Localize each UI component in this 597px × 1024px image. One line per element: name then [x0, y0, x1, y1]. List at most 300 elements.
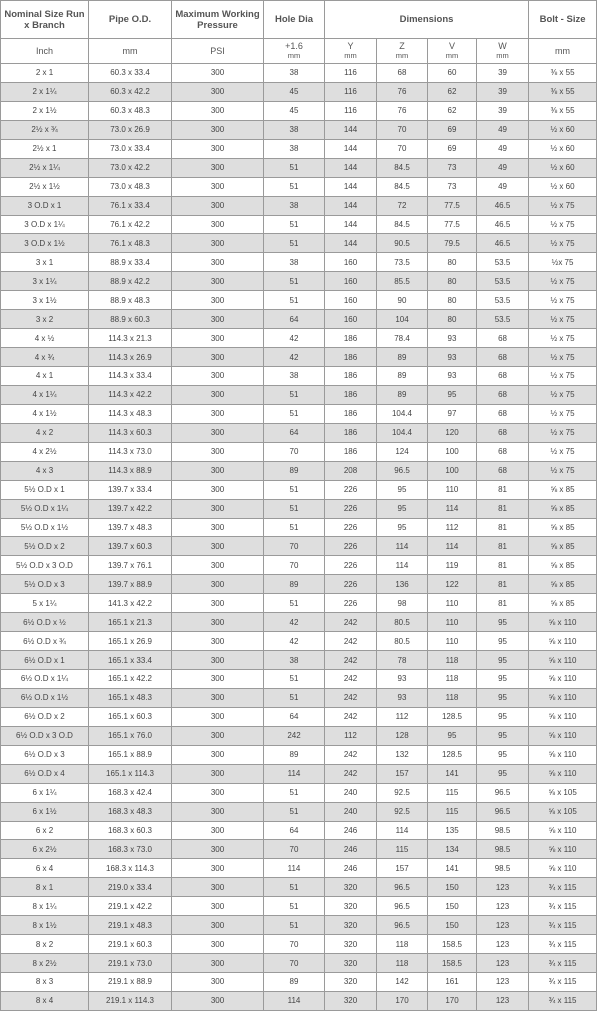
table-row — [1, 253, 597, 272]
cell-hole-dia: 70 — [264, 935, 325, 954]
cell-dim-z: 90 — [377, 291, 428, 310]
table-row — [1, 632, 597, 651]
cell-bolt-size: ½ x 75 — [529, 404, 597, 423]
cell-dim-y: 320 — [325, 897, 377, 916]
cell-dim-y: 160 — [325, 310, 377, 329]
table-row — [1, 385, 597, 404]
cell-dim-v: 80 — [428, 291, 477, 310]
cell-dim-v: 93 — [428, 367, 477, 386]
cell-bolt-size: ½ x 75 — [529, 234, 597, 253]
cell-hole-dia: 51 — [264, 670, 325, 689]
cell-dim-y: 242 — [325, 613, 377, 632]
cell-nominal-size: 2 x 1½ — [1, 101, 89, 120]
cell-max-pressure: 300 — [172, 120, 264, 139]
cell-pipe-od: 165.1 x 114.3 — [89, 764, 172, 783]
cell-pipe-od: 168.3 x 60.3 — [89, 821, 172, 840]
cell-dim-z: 80.5 — [377, 613, 428, 632]
cell-pipe-od: 219.1 x 48.3 — [89, 916, 172, 935]
cell-dim-z: 114 — [377, 537, 428, 556]
header-max-pressure: Maximum Working Pressure — [172, 1, 264, 39]
cell-bolt-size: ½ x 60 — [529, 120, 597, 139]
cell-dim-w: 81 — [477, 556, 529, 575]
cell-dim-w: 98.5 — [477, 840, 529, 859]
cell-max-pressure: 300 — [172, 101, 264, 120]
cell-hole-dia: 51 — [264, 688, 325, 707]
cell-hole-dia: 51 — [264, 783, 325, 802]
cell-max-pressure: 300 — [172, 139, 264, 158]
cell-dim-z: 96.5 — [377, 916, 428, 935]
cell-bolt-size: ⅝ x 110 — [529, 726, 597, 745]
cell-pipe-od: 60.3 x 48.3 — [89, 101, 172, 120]
unit-v-label: V — [448, 41, 455, 51]
cell-bolt-size: ¾ x 115 — [529, 954, 597, 973]
cell-max-pressure: 300 — [172, 64, 264, 83]
cell-dim-y: 226 — [325, 537, 377, 556]
cell-dim-z: 96.5 — [377, 461, 428, 480]
cell-nominal-size: 5½ O.D x 1½ — [1, 518, 89, 537]
cell-dim-z: 104 — [377, 310, 428, 329]
cell-dim-y: 246 — [325, 821, 377, 840]
cell-dim-w: 39 — [477, 101, 529, 120]
cell-dim-z: 170 — [377, 991, 428, 1010]
cell-dim-y: 242 — [325, 632, 377, 651]
cell-hole-dia: 70 — [264, 537, 325, 556]
table-row — [1, 423, 597, 442]
cell-pipe-od: 73.0 x 42.2 — [89, 158, 172, 177]
unit-y-label: Y — [347, 41, 354, 51]
cell-pipe-od: 219.0 x 33.4 — [89, 878, 172, 897]
cell-dim-y: 226 — [325, 480, 377, 499]
unit-v — [428, 39, 477, 64]
cell-hole-dia: 51 — [264, 404, 325, 423]
cell-nominal-size: 2 x 1 — [1, 64, 89, 83]
cell-max-pressure: 300 — [172, 726, 264, 745]
unit-w — [477, 39, 529, 64]
cell-dim-w: 95 — [477, 670, 529, 689]
cell-max-pressure: 300 — [172, 764, 264, 783]
cell-dim-v: 69 — [428, 139, 477, 158]
cell-pipe-od: 165.1 x 33.4 — [89, 651, 172, 670]
table-row — [1, 802, 597, 821]
cell-pipe-od: 165.1 x 60.3 — [89, 707, 172, 726]
cell-hole-dia: 42 — [264, 613, 325, 632]
cell-bolt-size: ½ x 75 — [529, 272, 597, 291]
cell-dim-v: 97 — [428, 404, 477, 423]
unit-pipe-od: mm — [89, 39, 172, 64]
cell-pipe-od: 139.7 x 76.1 — [89, 556, 172, 575]
cell-max-pressure: 300 — [172, 973, 264, 992]
cell-dim-w: 123 — [477, 916, 529, 935]
cell-dim-w: 95 — [477, 632, 529, 651]
cell-nominal-size: 4 x ¾ — [1, 348, 89, 367]
table-row — [1, 480, 597, 499]
cell-max-pressure: 300 — [172, 575, 264, 594]
cell-dim-y: 320 — [325, 916, 377, 935]
cell-dim-y: 320 — [325, 991, 377, 1010]
table-row — [1, 707, 597, 726]
cell-pipe-od: 114.3 x 60.3 — [89, 423, 172, 442]
cell-hole-dia: 89 — [264, 973, 325, 992]
cell-dim-z: 85.5 — [377, 272, 428, 291]
cell-dim-z: 114 — [377, 821, 428, 840]
cell-dim-y: 320 — [325, 935, 377, 954]
cell-dim-z: 92.5 — [377, 802, 428, 821]
unit-z-mm: mm — [395, 51, 409, 60]
table-row — [1, 651, 597, 670]
cell-dim-w: 68 — [477, 461, 529, 480]
cell-dim-w: 68 — [477, 348, 529, 367]
cell-hole-dia: 45 — [264, 101, 325, 120]
cell-dim-y: 242 — [325, 688, 377, 707]
table-row — [1, 82, 597, 101]
cell-dim-w: 68 — [477, 385, 529, 404]
cell-hole-dia: 42 — [264, 632, 325, 651]
cell-dim-y: 186 — [325, 385, 377, 404]
table-row — [1, 726, 597, 745]
cell-hole-dia: 51 — [264, 272, 325, 291]
cell-hole-dia: 51 — [264, 158, 325, 177]
cell-dim-w: 39 — [477, 82, 529, 101]
cell-pipe-od: 168.3 x 114.3 — [89, 859, 172, 878]
cell-hole-dia: 114 — [264, 859, 325, 878]
cell-hole-dia: 242 — [264, 726, 325, 745]
cell-dim-v: 141 — [428, 764, 477, 783]
cell-hole-dia: 38 — [264, 651, 325, 670]
cell-nominal-size: 2½ x 1 — [1, 139, 89, 158]
cell-max-pressure: 300 — [172, 613, 264, 632]
cell-dim-y: 144 — [325, 234, 377, 253]
cell-bolt-size: ½ x 75 — [529, 310, 597, 329]
cell-bolt-size: ⅝ x 85 — [529, 499, 597, 518]
cell-hole-dia: 70 — [264, 442, 325, 461]
cell-dim-w: 53.5 — [477, 253, 529, 272]
table-row — [1, 973, 597, 992]
cell-nominal-size: 4 x 1¼ — [1, 385, 89, 404]
cell-dim-v: 110 — [428, 632, 477, 651]
cell-hole-dia: 89 — [264, 575, 325, 594]
cell-bolt-size: ½ x 75 — [529, 329, 597, 348]
cell-bolt-size: ⅜ x 55 — [529, 101, 597, 120]
cell-max-pressure: 300 — [172, 897, 264, 916]
cell-hole-dia: 89 — [264, 461, 325, 480]
cell-dim-z: 84.5 — [377, 215, 428, 234]
cell-dim-v: 161 — [428, 973, 477, 992]
cell-dim-v: 95 — [428, 385, 477, 404]
cell-nominal-size: 6½ O.D x ½ — [1, 613, 89, 632]
cell-max-pressure: 300 — [172, 707, 264, 726]
header-dimensions: Dimensions — [325, 1, 529, 39]
cell-hole-dia: 51 — [264, 291, 325, 310]
cell-dim-v: 60 — [428, 64, 477, 83]
cell-dim-y: 186 — [325, 442, 377, 461]
cell-bolt-size: ⅝ x 105 — [529, 783, 597, 802]
cell-dim-z: 96.5 — [377, 878, 428, 897]
unit-hole-dia — [264, 39, 325, 64]
table-row — [1, 139, 597, 158]
cell-dim-z: 78 — [377, 651, 428, 670]
cell-dim-v: 73 — [428, 177, 477, 196]
table-body — [1, 64, 597, 1011]
cell-pipe-od: 139.7 x 48.3 — [89, 518, 172, 537]
cell-nominal-size: 5½ O.D x 2 — [1, 537, 89, 556]
cell-pipe-od: 88.9 x 60.3 — [89, 310, 172, 329]
cell-dim-y: 144 — [325, 177, 377, 196]
cell-hole-dia: 70 — [264, 840, 325, 859]
cell-dim-z: 76 — [377, 101, 428, 120]
cell-nominal-size: 3 O.D x 1 — [1, 196, 89, 215]
cell-dim-v: 100 — [428, 461, 477, 480]
cell-nominal-size: 8 x 1 — [1, 878, 89, 897]
cell-max-pressure: 300 — [172, 348, 264, 367]
table-row — [1, 64, 597, 83]
cell-dim-v: 118 — [428, 670, 477, 689]
cell-pipe-od: 219.1 x 114.3 — [89, 991, 172, 1010]
cell-max-pressure: 300 — [172, 404, 264, 423]
cell-max-pressure: 300 — [172, 916, 264, 935]
cell-dim-z: 115 — [377, 840, 428, 859]
cell-max-pressure: 300 — [172, 518, 264, 537]
cell-bolt-size: ⅝ x 110 — [529, 840, 597, 859]
cell-hole-dia: 51 — [264, 594, 325, 613]
cell-bolt-size: ⅝ x 110 — [529, 859, 597, 878]
cell-pipe-od: 168.3 x 73.0 — [89, 840, 172, 859]
cell-dim-y: 160 — [325, 253, 377, 272]
table-row — [1, 215, 597, 234]
cell-max-pressure: 300 — [172, 935, 264, 954]
cell-dim-z: 78.4 — [377, 329, 428, 348]
table-row — [1, 537, 597, 556]
cell-dim-w: 68 — [477, 423, 529, 442]
cell-dim-w: 53.5 — [477, 272, 529, 291]
cell-hole-dia: 51 — [264, 897, 325, 916]
cell-hole-dia: 114 — [264, 764, 325, 783]
table-row — [1, 745, 597, 764]
cell-pipe-od: 73.0 x 26.9 — [89, 120, 172, 139]
unit-w-mm: mm — [496, 51, 509, 60]
cell-dim-v: 114 — [428, 537, 477, 556]
cell-dim-z: 80.5 — [377, 632, 428, 651]
cell-bolt-size: ½ x 75 — [529, 385, 597, 404]
cell-max-pressure: 300 — [172, 196, 264, 215]
cell-nominal-size: 5½ O.D x 1¼ — [1, 499, 89, 518]
cell-max-pressure: 300 — [172, 802, 264, 821]
cell-dim-w: 96.5 — [477, 802, 529, 821]
cell-hole-dia: 51 — [264, 385, 325, 404]
cell-dim-w: 68 — [477, 442, 529, 461]
cell-pipe-od: 168.3 x 42.4 — [89, 783, 172, 802]
cell-hole-dia: 38 — [264, 64, 325, 83]
cell-dim-w: 49 — [477, 158, 529, 177]
cell-nominal-size: 5½ O.D x 1 — [1, 480, 89, 499]
cell-dim-w: 95 — [477, 688, 529, 707]
table-row — [1, 556, 597, 575]
cell-dim-z: 118 — [377, 935, 428, 954]
cell-dim-z: 92.5 — [377, 783, 428, 802]
table-row — [1, 954, 597, 973]
cell-dim-w: 53.5 — [477, 291, 529, 310]
cell-dim-v: 170 — [428, 991, 477, 1010]
cell-dim-w: 123 — [477, 954, 529, 973]
cell-pipe-od: 165.1 x 21.3 — [89, 613, 172, 632]
cell-max-pressure: 300 — [172, 632, 264, 651]
header-nominal-size: Nominal Size Run x Branch — [1, 1, 89, 39]
cell-dim-z: 84.5 — [377, 158, 428, 177]
cell-dim-y: 242 — [325, 764, 377, 783]
cell-pipe-od: 114.3 x 88.9 — [89, 461, 172, 480]
table-row — [1, 272, 597, 291]
cell-dim-y: 160 — [325, 272, 377, 291]
cell-hole-dia: 51 — [264, 802, 325, 821]
cell-dim-y: 186 — [325, 423, 377, 442]
cell-max-pressure: 300 — [172, 878, 264, 897]
cell-pipe-od: 60.3 x 42.2 — [89, 82, 172, 101]
cell-bolt-size: ⅝ x 110 — [529, 651, 597, 670]
cell-dim-z: 93 — [377, 688, 428, 707]
cell-pipe-od: 114.3 x 33.4 — [89, 367, 172, 386]
cell-dim-v: 150 — [428, 897, 477, 916]
cell-dim-z: 95 — [377, 499, 428, 518]
cell-dim-v: 158.5 — [428, 935, 477, 954]
cell-dim-y: 226 — [325, 499, 377, 518]
cell-nominal-size: 6½ O.D x 2 — [1, 707, 89, 726]
table-row — [1, 821, 597, 840]
cell-dim-w: 95 — [477, 613, 529, 632]
cell-hole-dia: 51 — [264, 878, 325, 897]
cell-dim-v: 158.5 — [428, 954, 477, 973]
cell-max-pressure: 300 — [172, 158, 264, 177]
cell-dim-w: 95 — [477, 745, 529, 764]
cell-dim-z: 98 — [377, 594, 428, 613]
cell-dim-z: 89 — [377, 385, 428, 404]
cell-dim-y: 186 — [325, 404, 377, 423]
cell-pipe-od: 114.3 x 26.9 — [89, 348, 172, 367]
cell-dim-y: 226 — [325, 556, 377, 575]
cell-bolt-size: ½x 75 — [529, 253, 597, 272]
cell-hole-dia: 51 — [264, 916, 325, 935]
cell-bolt-size: ⅝ x 110 — [529, 613, 597, 632]
unit-z — [377, 39, 428, 64]
cell-dim-z: 70 — [377, 120, 428, 139]
cell-nominal-size: 2½ x ¾ — [1, 120, 89, 139]
cell-max-pressure: 300 — [172, 385, 264, 404]
cell-dim-y: 144 — [325, 215, 377, 234]
cell-max-pressure: 300 — [172, 367, 264, 386]
header-bolt-size: Bolt - Size — [529, 1, 597, 39]
cell-dim-w: 98.5 — [477, 821, 529, 840]
cell-dim-w: 95 — [477, 651, 529, 670]
cell-bolt-size: ⅝ x 85 — [529, 594, 597, 613]
table-row — [1, 935, 597, 954]
cell-hole-dia: 51 — [264, 177, 325, 196]
cell-hole-dia: 38 — [264, 139, 325, 158]
cell-hole-dia: 64 — [264, 423, 325, 442]
cell-bolt-size: ½ x 75 — [529, 367, 597, 386]
cell-nominal-size: 6 x 2½ — [1, 840, 89, 859]
cell-dim-v: 120 — [428, 423, 477, 442]
cell-dim-v: 77.5 — [428, 215, 477, 234]
cell-dim-z: 68 — [377, 64, 428, 83]
cell-nominal-size: 3 x 1½ — [1, 291, 89, 310]
cell-bolt-size: ¾ x 115 — [529, 973, 597, 992]
cell-nominal-size: 8 x 4 — [1, 991, 89, 1010]
cell-dim-w: 81 — [477, 518, 529, 537]
table-row — [1, 329, 597, 348]
cell-dim-w: 53.5 — [477, 310, 529, 329]
cell-dim-v: 95 — [428, 726, 477, 745]
cell-dim-w: 98.5 — [477, 859, 529, 878]
cell-bolt-size: ¾ x 115 — [529, 897, 597, 916]
cell-dim-v: 110 — [428, 480, 477, 499]
cell-bolt-size: ⅝ x 85 — [529, 575, 597, 594]
cell-pipe-od: 76.1 x 42.2 — [89, 215, 172, 234]
cell-nominal-size: 5 x 1¼ — [1, 594, 89, 613]
cell-dim-w: 81 — [477, 537, 529, 556]
cell-nominal-size: 3 x 1¼ — [1, 272, 89, 291]
cell-dim-y: 320 — [325, 973, 377, 992]
cell-dim-w: 95 — [477, 726, 529, 745]
cell-nominal-size: 6½ O.D x 4 — [1, 764, 89, 783]
cell-nominal-size: 4 x 2 — [1, 423, 89, 442]
table-row — [1, 878, 597, 897]
cell-pipe-od: 60.3 x 33.4 — [89, 64, 172, 83]
cell-hole-dia: 70 — [264, 556, 325, 575]
table-row — [1, 594, 597, 613]
cell-hole-dia: 42 — [264, 329, 325, 348]
cell-dim-v: 119 — [428, 556, 477, 575]
cell-dim-z: 72 — [377, 196, 428, 215]
cell-dim-w: 123 — [477, 973, 529, 992]
cell-nominal-size: 2½ x 1¼ — [1, 158, 89, 177]
cell-dim-w: 95 — [477, 764, 529, 783]
cell-nominal-size: 5½ O.D x 3 — [1, 575, 89, 594]
cell-dim-z: 84.5 — [377, 177, 428, 196]
cell-dim-y: 160 — [325, 291, 377, 310]
cell-dim-w: 81 — [477, 575, 529, 594]
cell-dim-y: 320 — [325, 954, 377, 973]
cell-nominal-size: 5½ O.D x 3 O.D — [1, 556, 89, 575]
cell-pipe-od: 88.9 x 48.3 — [89, 291, 172, 310]
cell-dim-v: 80 — [428, 272, 477, 291]
cell-bolt-size: ¾ x 115 — [529, 916, 597, 935]
cell-dim-z: 157 — [377, 859, 428, 878]
cell-dim-z: 157 — [377, 764, 428, 783]
cell-bolt-size: ½ x 75 — [529, 442, 597, 461]
cell-dim-y: 116 — [325, 64, 377, 83]
cell-dim-v: 110 — [428, 613, 477, 632]
cell-hole-dia: 51 — [264, 234, 325, 253]
cell-max-pressure: 300 — [172, 253, 264, 272]
cell-max-pressure: 300 — [172, 840, 264, 859]
cell-dim-y: 242 — [325, 670, 377, 689]
cell-dim-w: 49 — [477, 139, 529, 158]
table-row — [1, 404, 597, 423]
table-row — [1, 499, 597, 518]
cell-max-pressure: 300 — [172, 688, 264, 707]
cell-bolt-size: ½ x 75 — [529, 196, 597, 215]
cell-dim-z: 96.5 — [377, 897, 428, 916]
cell-dim-w: 81 — [477, 499, 529, 518]
cell-dim-w: 123 — [477, 897, 529, 916]
table-row — [1, 840, 597, 859]
cell-dim-v: 62 — [428, 82, 477, 101]
table-row — [1, 442, 597, 461]
cell-dim-y: 186 — [325, 367, 377, 386]
cell-bolt-size: ⅝ x 110 — [529, 688, 597, 707]
cell-pipe-od: 219.1 x 73.0 — [89, 954, 172, 973]
cell-max-pressure: 300 — [172, 310, 264, 329]
table-row — [1, 670, 597, 689]
table-row — [1, 897, 597, 916]
